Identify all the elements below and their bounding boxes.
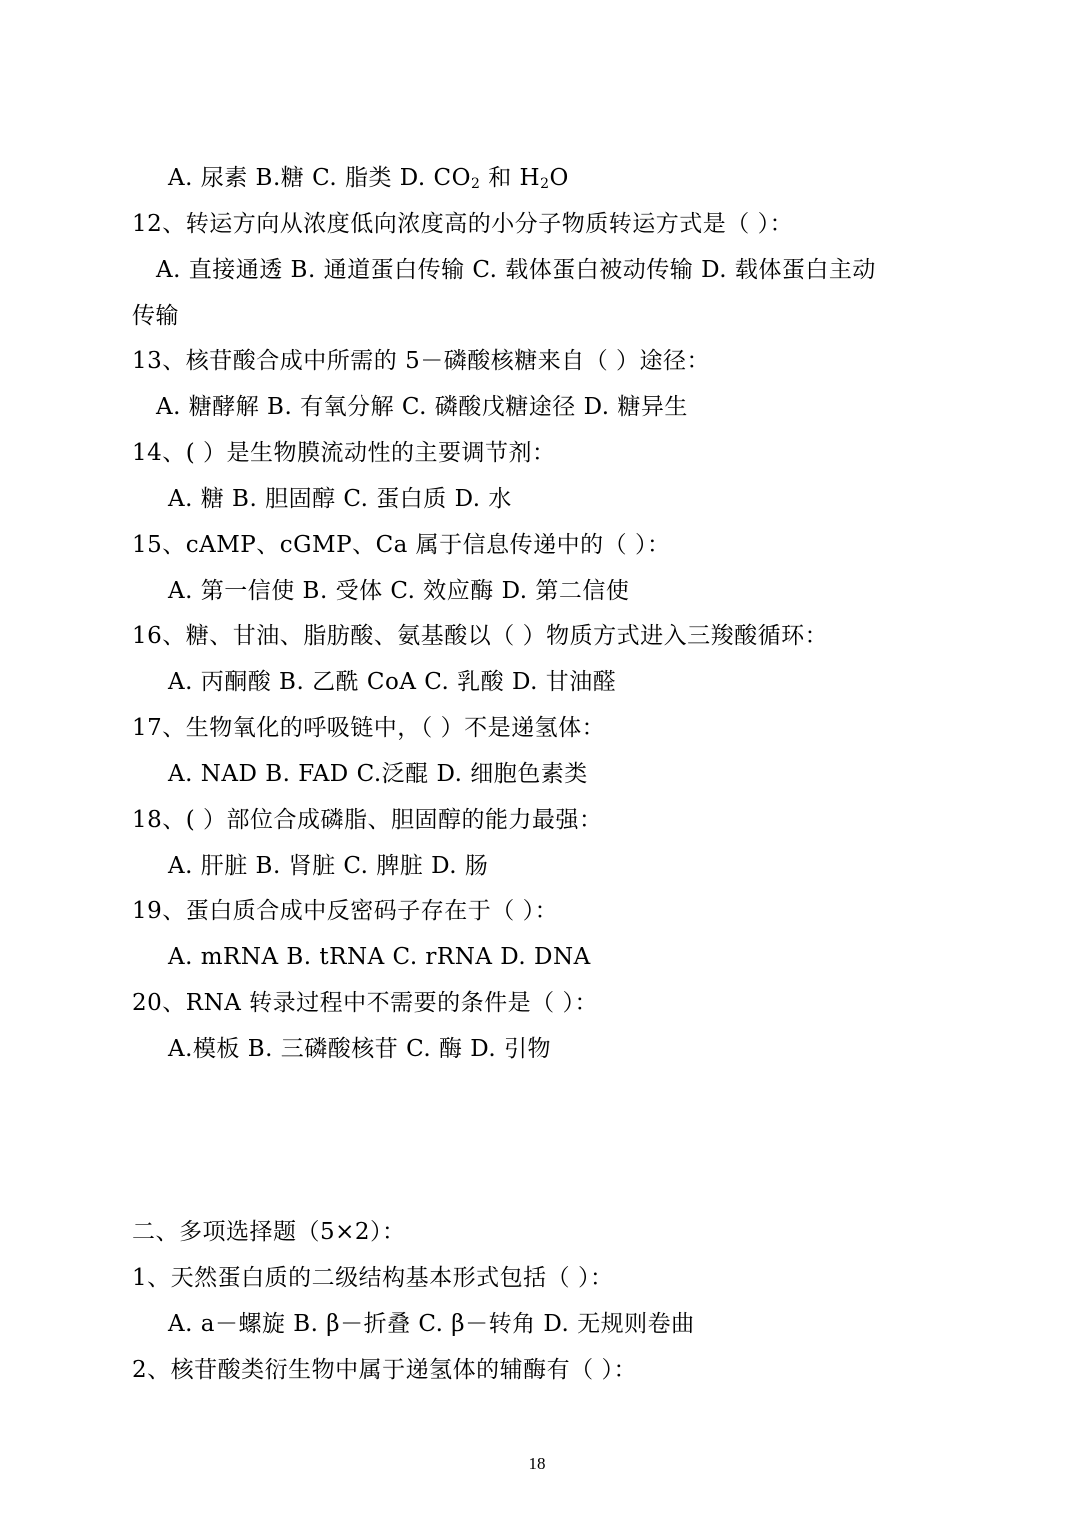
question-15-options: A. 第一信使 B. 受体 C. 效应酶 D. 第二信使	[168, 578, 630, 604]
question-14-options: A. 糖 B. 胆固醇 C. 蛋白质 D. 水	[168, 486, 512, 512]
q11-options	[168, 163, 569, 193]
subscript: 2	[540, 176, 550, 192]
question-12-options-continued: 传输	[132, 303, 179, 329]
q11-options-text: O	[549, 165, 569, 191]
q11-options-text: 和 H	[480, 165, 541, 191]
question-13: 13、核苷酸合成中所需的 5－磷酸核糖来自（ ）途径：	[132, 348, 711, 374]
page-number: 18	[528, 1454, 546, 1473]
section-heading: 二、多项选择题（5×2）：	[132, 1219, 406, 1245]
question-19: 19、蛋白质合成中反密码子存在于（ ）：	[132, 898, 559, 924]
question-12-options: A. 直接通透 B. 通道蛋白传输 C. 载体蛋白被动传输 D. 载体蛋白主动	[156, 257, 876, 283]
multi-question-1-options: A. a－螺旋 B. β－折叠 C. β－转角 D. 无规则卷曲	[168, 1311, 695, 1337]
question-16-options: A. 丙酮酸 B. 乙酰 CoA C. 乳酸 D. 甘油醛	[168, 669, 617, 695]
question-18: 18、( ）部位合成磷脂、胆固醇的能力最强：	[132, 807, 603, 833]
question-17-options: A. NAD B. FAD C.泛醌 D. 细胞色素类	[168, 761, 588, 787]
question-20: 20、RNA 转录过程中不需要的条件是（ ）：	[132, 990, 598, 1016]
question-13-options: A. 糖酵解 B. 有氧分解 C. 磷酸戊糖途径 D. 糖异生	[156, 394, 688, 420]
question-15: 15、cAMP、cGMP、Ca 属于信息传递中的（ ）：	[132, 532, 671, 558]
question-17: 17、生物氧化的呼吸链中，（ ）不是递氢体：	[132, 715, 606, 741]
question-14: 14、( ）是生物膜流动性的主要调节剂：	[132, 440, 556, 466]
multi-question-2: 2、核苷酸类衍生物中属于递氢体的辅酶有（ ）：	[132, 1357, 637, 1383]
question-16: 16、糖、甘油、脂肪酸、氨基酸以（ ）物质方式进入三羧酸循环：	[132, 623, 829, 649]
question-20-options: A.模板 B. 三磷酸核苷 C. 酶 D. 引物	[168, 1036, 552, 1062]
multi-question-1: 1、天然蛋白质的二级结构基本形式包括（ ）：	[132, 1265, 614, 1291]
question-19-options: A. mRNA B. tRNA C. rRNA D. DNA	[168, 944, 591, 970]
question-12: 12、转运方向从浓度低向浓度高的小分子物质转运方式是（ ）：	[132, 211, 794, 237]
question-18-options: A. 肝脏 B. 肾脏 C. 脾脏 D. 肠	[168, 853, 489, 879]
subscript: 2	[470, 176, 481, 192]
q11-options-text: A. 尿素 B.糖 C. 脂类 D. CO	[168, 165, 471, 191]
